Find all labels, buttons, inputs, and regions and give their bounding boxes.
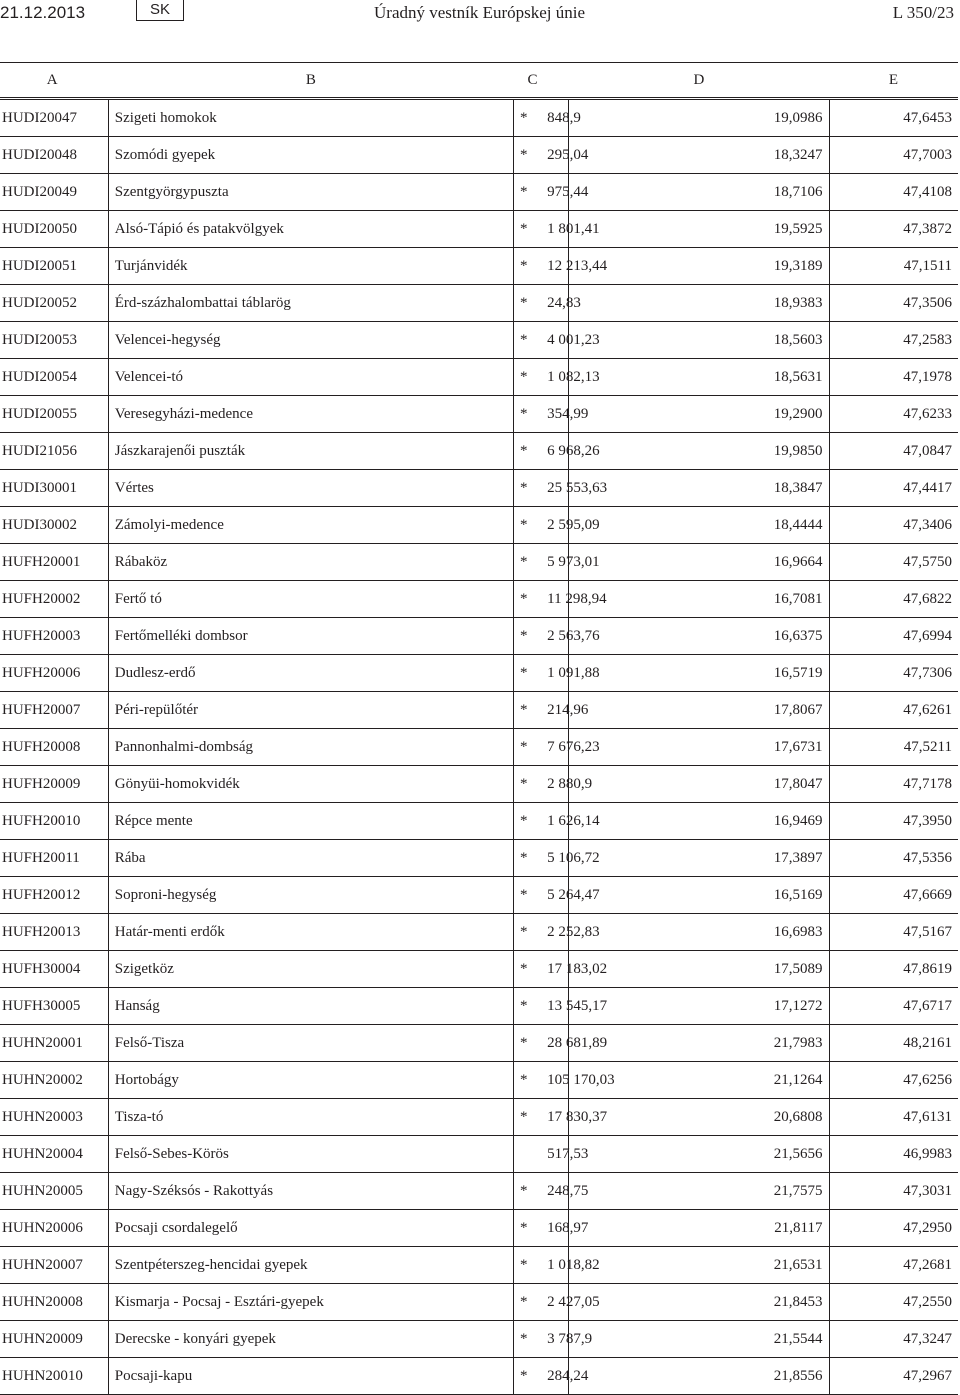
priority-mark: * (514, 1062, 542, 1099)
site-name: Turjánvidék (108, 248, 513, 285)
table-row (0, 1284, 958, 1321)
site-name: Gönyüi-homokvidék (108, 766, 513, 803)
longitude: 18,5603 (569, 322, 829, 359)
priority-mark: * (514, 1173, 542, 1210)
column-header-b: B (108, 63, 513, 99)
table-row (0, 1358, 958, 1395)
priority-mark: * (514, 1210, 542, 1247)
table-row (0, 692, 958, 729)
site-code: HUDI20050 (0, 211, 108, 248)
priority-mark: * (514, 359, 542, 396)
table-row (0, 914, 958, 951)
page-reference: L 350/23 (892, 3, 954, 22)
site-code: HUHN20009 (0, 1321, 108, 1358)
priority-mark: * (514, 766, 542, 803)
site-area: 517,53 (541, 1136, 569, 1173)
table-row (0, 988, 958, 1025)
priority-mark: * (514, 951, 542, 988)
site-name: Szigetköz (108, 951, 513, 988)
site-area: 1 091,88 (541, 655, 569, 692)
priority-mark: * (514, 840, 542, 877)
latitude: 47,3031 (829, 1173, 958, 1210)
priority-mark: * (514, 248, 542, 285)
priority-mark: * (514, 988, 542, 1025)
longitude: 19,2900 (569, 396, 829, 433)
site-area: 6 968,26 (541, 433, 569, 470)
site-code: HUFH20001 (0, 544, 108, 581)
site-code: HUHN20003 (0, 1099, 108, 1136)
site-code: HUFH20009 (0, 766, 108, 803)
priority-mark: * (514, 1247, 542, 1284)
site-code: HUFH20002 (0, 581, 108, 618)
longitude: 16,9469 (569, 803, 829, 840)
latitude: 47,2967 (829, 1358, 958, 1395)
table-row (0, 544, 958, 581)
site-code: HUDI30001 (0, 470, 108, 507)
site-area: 13 545,17 (541, 988, 569, 1025)
site-area: 5 973,01 (541, 544, 569, 581)
priority-mark: * (514, 285, 542, 322)
longitude: 17,1272 (569, 988, 829, 1025)
table-body (0, 99, 958, 1395)
site-area: 168,97 (541, 1210, 569, 1247)
priority-mark: * (514, 396, 542, 433)
site-area: 5 264,47 (541, 877, 569, 914)
longitude: 16,5719 (569, 655, 829, 692)
table-row (0, 99, 958, 137)
table-row (0, 1210, 958, 1247)
site-name: Hortobágy (108, 1062, 513, 1099)
site-name: Fertőmelléki dombsor (108, 618, 513, 655)
latitude: 47,2950 (829, 1210, 958, 1247)
latitude: 47,6256 (829, 1062, 958, 1099)
site-name: Pannonhalmi-dombság (108, 729, 513, 766)
site-code: HUDI20055 (0, 396, 108, 433)
table-row (0, 729, 958, 766)
priority-mark: * (514, 655, 542, 692)
latitude: 47,6717 (829, 988, 958, 1025)
site-area: 12 213,44 (541, 248, 569, 285)
header-row (0, 63, 958, 99)
latitude: 47,3950 (829, 803, 958, 840)
language-code-box: SK (136, 0, 184, 21)
site-code: HUDI20054 (0, 359, 108, 396)
site-area: 3 787,9 (541, 1321, 569, 1358)
site-code: HUDI21056 (0, 433, 108, 470)
table-row (0, 359, 958, 396)
table-row (0, 211, 958, 248)
site-code: HUHN20005 (0, 1173, 108, 1210)
latitude: 47,4417 (829, 470, 958, 507)
site-name: Veresegyházi-medence (108, 396, 513, 433)
priority-mark: * (514, 544, 542, 581)
site-code: HUHN20010 (0, 1358, 108, 1395)
priority-mark: * (514, 729, 542, 766)
priority-mark: * (514, 322, 542, 359)
longitude: 19,3189 (569, 248, 829, 285)
priority-mark: * (514, 803, 542, 840)
site-area: 7 676,23 (541, 729, 569, 766)
latitude: 47,5167 (829, 914, 958, 951)
priority-mark: * (514, 211, 542, 248)
latitude: 47,6822 (829, 581, 958, 618)
site-area: 284,24 (541, 1358, 569, 1395)
latitude: 47,7178 (829, 766, 958, 803)
column-header-d: D (569, 63, 829, 99)
site-name: Alsó-Tápió és patakvölgyek (108, 211, 513, 248)
site-name: Zámolyi-medence (108, 507, 513, 544)
latitude: 47,2583 (829, 322, 958, 359)
table-row (0, 618, 958, 655)
site-table (0, 62, 958, 1395)
table-row (0, 655, 958, 692)
longitude: 20,6808 (569, 1099, 829, 1136)
site-name: Vértes (108, 470, 513, 507)
priority-mark: * (514, 1099, 542, 1136)
site-name: Derecske - konyári gyepek (108, 1321, 513, 1358)
site-code: HUDI20049 (0, 174, 108, 211)
longitude: 18,3847 (569, 470, 829, 507)
longitude: 21,7575 (569, 1173, 829, 1210)
longitude: 21,5656 (569, 1136, 829, 1173)
site-name: Tisza-tó (108, 1099, 513, 1136)
site-area: 11 298,94 (541, 581, 569, 618)
table-row (0, 1247, 958, 1284)
site-area: 17 183,02 (541, 951, 569, 988)
site-code: HUFH20011 (0, 840, 108, 877)
latitude: 47,1978 (829, 359, 958, 396)
site-name: Soproni-hegység (108, 877, 513, 914)
site-area: 1 018,82 (541, 1247, 569, 1284)
site-name: Velencei-hegység (108, 322, 513, 359)
table-row (0, 1136, 958, 1173)
site-name: Velencei-tó (108, 359, 513, 396)
table-row (0, 248, 958, 285)
table-row (0, 840, 958, 877)
page-header (0, 0, 960, 30)
longitude: 19,5925 (569, 211, 829, 248)
longitude: 17,5089 (569, 951, 829, 988)
table-row (0, 396, 958, 433)
latitude: 47,4108 (829, 174, 958, 211)
site-area: 2 880,9 (541, 766, 569, 803)
site-code: HUFH30005 (0, 988, 108, 1025)
site-area: 4 001,23 (541, 322, 569, 359)
site-area: 295,04 (541, 137, 569, 174)
site-area: 354,99 (541, 396, 569, 433)
site-name: Határ-menti erdők (108, 914, 513, 951)
site-area: 2 252,83 (541, 914, 569, 951)
site-name: Nagy-Széksós - Rakottyás (108, 1173, 513, 1210)
site-code: HUHN20002 (0, 1062, 108, 1099)
longitude: 16,6983 (569, 914, 829, 951)
latitude: 47,3406 (829, 507, 958, 544)
latitude: 47,5211 (829, 729, 958, 766)
latitude: 47,8619 (829, 951, 958, 988)
latitude: 46,9983 (829, 1136, 958, 1173)
latitude: 47,1511 (829, 248, 958, 285)
longitude: 18,3247 (569, 137, 829, 174)
table-row (0, 877, 958, 914)
latitude: 47,5356 (829, 840, 958, 877)
site-name: Felső-Tisza (108, 1025, 513, 1062)
site-area: 1 626,14 (541, 803, 569, 840)
column-header-a: A (0, 63, 108, 99)
priority-mark: * (514, 470, 542, 507)
longitude: 16,7081 (569, 581, 829, 618)
site-name: Szomódi gyepek (108, 137, 513, 174)
site-name: Jászkarajenői puszták (108, 433, 513, 470)
latitude: 47,2550 (829, 1284, 958, 1321)
latitude: 47,3872 (829, 211, 958, 248)
table-row (0, 1099, 958, 1136)
table-row (0, 1062, 958, 1099)
priority-mark: * (514, 581, 542, 618)
site-name: Hanság (108, 988, 513, 1025)
table-row (0, 285, 958, 322)
column-header-c: C (514, 63, 569, 99)
longitude: 21,8453 (569, 1284, 829, 1321)
priority-mark: * (514, 1321, 542, 1358)
priority-mark: * (514, 433, 542, 470)
site-name: Dudlesz-erdő (108, 655, 513, 692)
site-name: Rábaköz (108, 544, 513, 581)
longitude: 18,9383 (569, 285, 829, 322)
site-code: HUDI20051 (0, 248, 108, 285)
priority-mark: * (514, 99, 542, 137)
latitude: 47,6994 (829, 618, 958, 655)
table-row (0, 137, 958, 174)
table-row (0, 951, 958, 988)
site-code: HUDI20048 (0, 137, 108, 174)
table-row (0, 433, 958, 470)
longitude: 17,8047 (569, 766, 829, 803)
longitude: 17,3897 (569, 840, 829, 877)
latitude: 47,6453 (829, 99, 958, 137)
priority-mark: * (514, 618, 542, 655)
site-code: HUFH20003 (0, 618, 108, 655)
publication-date: 21.12.2013 (0, 3, 86, 22)
latitude: 47,2681 (829, 1247, 958, 1284)
latitude: 47,6131 (829, 1099, 958, 1136)
priority-mark: * (514, 914, 542, 951)
site-area: 2 427,05 (541, 1284, 569, 1321)
site-name: Érd-százhalombattai táblarög (108, 285, 513, 322)
table-row (0, 1173, 958, 1210)
site-code: HUHN20008 (0, 1284, 108, 1321)
table-row (0, 766, 958, 803)
table-row (0, 1321, 958, 1358)
priority-mark: * (514, 137, 542, 174)
priority-mark: * (514, 507, 542, 544)
latitude: 48,2161 (829, 1025, 958, 1062)
longitude: 21,1264 (569, 1062, 829, 1099)
latitude: 47,3247 (829, 1321, 958, 1358)
site-code: HUHN20006 (0, 1210, 108, 1247)
site-area: 2 563,76 (541, 618, 569, 655)
site-area: 105 170,03 (541, 1062, 569, 1099)
site-name: Rába (108, 840, 513, 877)
site-name: Péri-repülőtér (108, 692, 513, 729)
site-code: HUFH20008 (0, 729, 108, 766)
latitude: 47,6261 (829, 692, 958, 729)
table-row (0, 470, 958, 507)
table-row (0, 174, 958, 211)
site-code: HUFH20007 (0, 692, 108, 729)
table-header (0, 63, 958, 99)
site-area: 24,83 (541, 285, 569, 322)
longitude: 21,6531 (569, 1247, 829, 1284)
site-area: 17 830,37 (541, 1099, 569, 1136)
site-name: Szentgyörgypuszta (108, 174, 513, 211)
longitude: 21,8556 (569, 1358, 829, 1395)
longitude: 16,5169 (569, 877, 829, 914)
site-name: Pocsaji csordalegelő (108, 1210, 513, 1247)
priority-mark: * (514, 1358, 542, 1395)
site-code: HUHN20001 (0, 1025, 108, 1062)
site-code: HUFH30004 (0, 951, 108, 988)
priority-mark: * (514, 692, 542, 729)
site-area: 5 106,72 (541, 840, 569, 877)
site-area: 28 681,89 (541, 1025, 569, 1062)
journal-title: Úradný vestník Európskej únie (374, 3, 586, 22)
longitude: 16,9664 (569, 544, 829, 581)
latitude: 47,7306 (829, 655, 958, 692)
latitude: 47,6669 (829, 877, 958, 914)
site-area: 2 595,09 (541, 507, 569, 544)
site-code: HUFH20006 (0, 655, 108, 692)
site-area: 248,75 (541, 1173, 569, 1210)
site-code: HUDI20052 (0, 285, 108, 322)
longitude: 17,6731 (569, 729, 829, 766)
site-area: 1 801,41 (541, 211, 569, 248)
table-row (0, 507, 958, 544)
column-header-e: E (829, 63, 958, 99)
longitude: 21,7983 (569, 1025, 829, 1062)
longitude: 18,5631 (569, 359, 829, 396)
latitude: 47,0847 (829, 433, 958, 470)
latitude: 47,3506 (829, 285, 958, 322)
longitude: 19,0986 (569, 99, 829, 137)
site-name: Kismarja - Pocsaj - Esztári-gyepek (108, 1284, 513, 1321)
longitude: 19,9850 (569, 433, 829, 470)
table-row (0, 581, 958, 618)
priority-mark (514, 1136, 542, 1173)
latitude: 47,5750 (829, 544, 958, 581)
priority-mark: * (514, 877, 542, 914)
site-code: HUDI30002 (0, 507, 108, 544)
priority-mark: * (514, 1284, 542, 1321)
site-name: Szentpéterszeg-hencidai gyepek (108, 1247, 513, 1284)
site-area: 848,9 (541, 99, 569, 137)
longitude: 21,5544 (569, 1321, 829, 1358)
site-name: Pocsaji-kapu (108, 1358, 513, 1395)
longitude: 16,6375 (569, 618, 829, 655)
latitude: 47,7003 (829, 137, 958, 174)
site-area: 975,44 (541, 174, 569, 211)
site-name: Fertő tó (108, 581, 513, 618)
longitude: 17,8067 (569, 692, 829, 729)
latitude: 47,6233 (829, 396, 958, 433)
longitude: 18,7106 (569, 174, 829, 211)
site-name: Szigeti homokok (108, 99, 513, 137)
site-code: HUFH20010 (0, 803, 108, 840)
site-area: 1 082,13 (541, 359, 569, 396)
site-code: HUHN20007 (0, 1247, 108, 1284)
site-code: HUDI20053 (0, 322, 108, 359)
priority-mark: * (514, 174, 542, 211)
table-row (0, 322, 958, 359)
site-name: Felső-Sebes-Körös (108, 1136, 513, 1173)
site-code: HUFH20013 (0, 914, 108, 951)
site-name: Répce mente (108, 803, 513, 840)
site-area: 25 553,63 (541, 470, 569, 507)
site-code: HUHN20004 (0, 1136, 108, 1173)
table-row (0, 1025, 958, 1062)
site-table-container (0, 62, 958, 1395)
longitude: 21,8117 (569, 1210, 829, 1247)
site-code: HUDI20047 (0, 99, 108, 137)
table-row (0, 803, 958, 840)
site-area: 214,96 (541, 692, 569, 729)
priority-mark: * (514, 1025, 542, 1062)
longitude: 18,4444 (569, 507, 829, 544)
site-code: HUFH20012 (0, 877, 108, 914)
